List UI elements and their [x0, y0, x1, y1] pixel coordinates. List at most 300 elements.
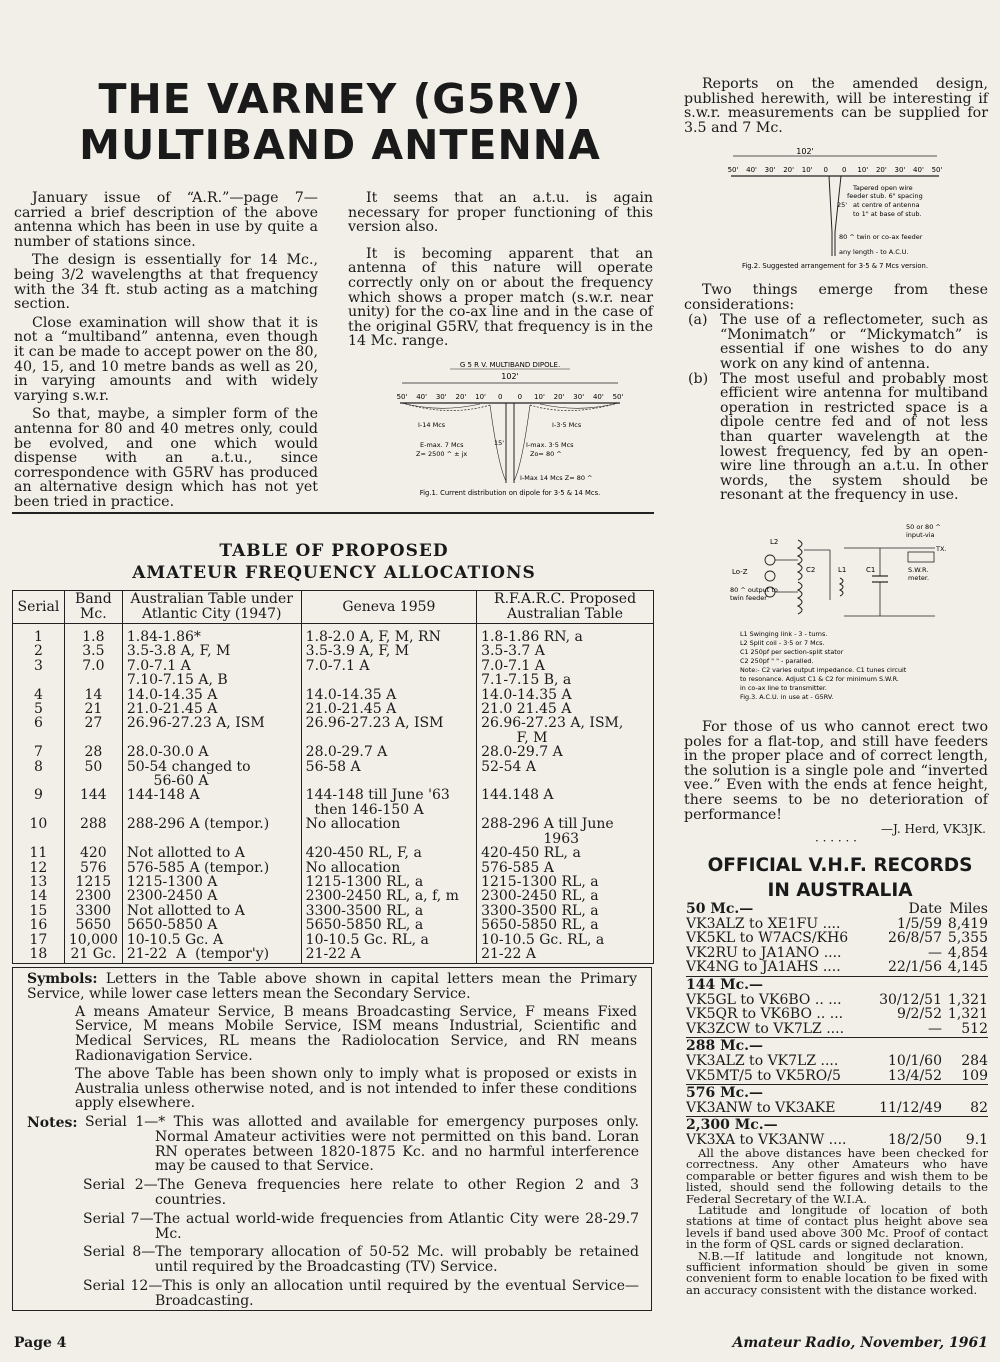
table-cell: 15 — [13, 904, 65, 918]
vhf-date: 10/1/60 — [888, 1052, 942, 1069]
vhf-miles: 5,355 — [947, 930, 988, 947]
fig1-current-curve-right — [530, 403, 618, 411]
vhf-date-header: Date — [908, 901, 942, 917]
vhf-title-line1: OFFICIAL V.H.F. RECORDS — [707, 855, 973, 876]
vhf-call: VK3XA to VK3ANW .... — [686, 1132, 847, 1148]
table-cell: 5650-5850 RL, a — [301, 918, 476, 932]
vhf-date: — — [928, 1020, 942, 1037]
vhf-records-title — [690, 853, 990, 903]
vhf-miles: 4,854 — [947, 944, 988, 961]
scale-label: 50' — [396, 393, 408, 401]
table-cell: 10-10.5 Gc. A — [122, 933, 301, 947]
notes-section — [27, 1115, 639, 1313]
table-cell: 4 — [13, 688, 65, 702]
table-cell: 288-296 A (tempor.) — [122, 817, 301, 846]
frequency-allocation-table — [12, 590, 654, 964]
article-title-line2: MULTIBAND ANTENNA — [79, 121, 601, 169]
scale-label: 10' — [534, 393, 545, 401]
table-header-row — [13, 591, 654, 624]
table-cell: 10 — [13, 817, 65, 846]
table-cell: 50-54 changed to 56-60 A — [122, 760, 301, 789]
fig1-span-label: 102' — [501, 372, 519, 381]
scale-label: 40' — [592, 393, 604, 401]
paragraph: Two things emerge from these considerations: — [684, 282, 988, 313]
scale-label: 50' — [612, 393, 624, 401]
fig3-note: C2 250pf " " - paralled. — [740, 657, 814, 665]
table-row — [13, 933, 654, 947]
vhf-band-row — [686, 978, 988, 993]
vhf-band-heading: 288 Mc.— — [686, 1039, 763, 1054]
table-cell: No allocation — [301, 861, 476, 875]
fig1-current-curve-right-2 — [540, 403, 618, 408]
symbols-notes-box — [12, 967, 652, 1311]
table-cell: 56-58 A — [301, 760, 476, 789]
table-cell: 5650-5850 RL, a — [477, 918, 654, 932]
paragraph: It seems that an a.t.u. is again necessary for proper functioning of this version also. — [348, 190, 653, 236]
table-cell: 14.0-14.35 A — [477, 688, 654, 702]
note-text: The actual world-wide frequencies from Atlantic City were 28-29.7 Mc. — [153, 1210, 639, 1242]
vhf-record-row — [686, 1069, 988, 1084]
note-text: This is only an allocation until required by the eventual Service—Broadcasting. — [155, 1277, 639, 1309]
vhf-band-heading: 144 Mc.— — [686, 977, 763, 993]
table-cell: 576-585 A (tempor.) — [122, 861, 301, 875]
table-cell: 144-148 A — [122, 788, 301, 817]
author-signature: —J. Herd, VK3JK. — [881, 822, 986, 837]
fig1-label-i14: I-14 Mcs — [418, 421, 446, 429]
fig3-note: in co-ax line to transmitter. — [740, 684, 827, 692]
table-cell: 21.0-21.45 A — [122, 702, 301, 716]
vhf-call: VK5GL to VK6BO .. ... — [686, 992, 842, 1008]
column-header: R.F.A.R.C. Proposed Australian Table — [477, 591, 654, 624]
table-cell: 1215 — [64, 875, 122, 889]
symbols-paragraph — [27, 972, 637, 1002]
fig1-heading: G 5 R V. MULTIBAND DIPOLE. — [459, 361, 561, 369]
publication-footer: Amateur Radio, November, 1961 — [732, 1335, 988, 1351]
vhf-date: 18/2/50 — [888, 1131, 942, 1148]
vhf-miles: 8,419 — [947, 915, 988, 932]
table-cell: 1.8 — [64, 624, 122, 645]
scale-label: 20' — [455, 393, 467, 401]
vhf-band-row — [686, 1118, 988, 1133]
table-row — [13, 904, 654, 918]
table-title-line2: AMATEUR FREQUENCY ALLOCATIONS — [132, 563, 536, 583]
fig3-l2-coil-bottom — [798, 582, 802, 614]
scale-label: 0 — [497, 393, 503, 401]
paragraph: The design is essentially for 14 Mc., being 3/2 wavelengths at that frequency with the 34 ft. stub acting as a matching section. — [14, 252, 318, 313]
table-cell: 1215-1300 RL, a — [301, 875, 476, 889]
scale-label: 0 — [823, 166, 828, 174]
fig2-span-label: 102' — [796, 147, 814, 156]
fig3-note: Note:- C2 varies output impedance. C1 tunes circuit — [740, 666, 907, 674]
scale-label: 50' — [931, 166, 943, 174]
vhf-date: 9/2/52 — [896, 1006, 942, 1023]
table-cell: 288 — [64, 817, 122, 846]
table-cell: 3.5-3.8 A, F, M — [122, 644, 301, 658]
fig1-label-zo: Zo= 80 ^ — [530, 450, 562, 458]
vhf-call: VK5KL to W7ACS/KH6 — [686, 931, 849, 946]
note-lead: Serial 8— — [83, 1244, 156, 1261]
fig3-note: to resonance. Adjust C1 & C2 for minimum S.W.R. — [740, 675, 899, 683]
table-cell: 144-148 till June '63 then 146-150 A — [301, 788, 476, 817]
table-row — [13, 624, 654, 645]
scale-label: 30' — [573, 393, 585, 401]
fig2-stub-left — [829, 176, 832, 232]
page-number: Page 4 — [14, 1335, 67, 1351]
scale-label: 20' — [553, 393, 565, 401]
fig3-input-label-2: input-via — [906, 531, 935, 539]
table-cell: 10,000 — [64, 933, 122, 947]
vhf-call: VK3ALZ to XE1FU .... — [686, 916, 841, 932]
fig3-l2-label: L2 — [770, 538, 779, 546]
table-cell: 21 — [64, 702, 122, 716]
fig3-meter-label: meter. — [908, 574, 930, 582]
scale-label: 50' — [727, 166, 739, 174]
note-text: The temporary allocation of 50-52 Mc. will probably be retained until required by the Broadcasting (TV) Service. — [155, 1244, 639, 1276]
vhf-divider — [686, 1084, 988, 1085]
fig2-feeder-label: 80 ^ twin or co-ax feeder — [839, 233, 923, 241]
section-rule — [12, 512, 654, 514]
table-cell: 5 — [13, 702, 65, 716]
figure-2-diagram — [705, 140, 965, 272]
fig3-ammeter-2 — [765, 571, 775, 581]
note-text: The Geneva frequencies here relate to other Region 2 and 3 countries. — [155, 1177, 640, 1208]
vhf-band-row — [686, 1039, 988, 1054]
scale-label: 10' — [801, 166, 813, 174]
table-cell: 576-585 A — [477, 861, 654, 875]
vhf-miles: 109 — [961, 1067, 988, 1084]
table-row — [13, 861, 654, 875]
note-lead: Serial 7— — [83, 1210, 154, 1227]
table-row — [13, 659, 654, 688]
table-cell: 420-450 RL, F, a — [301, 846, 476, 860]
table-cell: 11 — [13, 846, 65, 860]
vhf-call: VK3ALZ to VK7LZ .... — [686, 1053, 839, 1069]
table-cell: 12 — [13, 861, 65, 875]
vhf-date: 11/12/49 — [879, 1099, 942, 1116]
fig3-input-label: 50 or 80 ^ — [906, 523, 941, 531]
table-cell: 21-22 A — [477, 947, 654, 964]
table-row — [13, 702, 654, 716]
vhf-miles: 284 — [961, 1052, 988, 1069]
vhf-miles: 4,145 — [947, 959, 988, 976]
paragraph: Reports on the amended design, published herewith, will be interesting if s.w.r. measurements can be supplied for 3.5 and 7 Mc. — [684, 76, 988, 136]
fig3-output-label-2: twin feeder — [730, 594, 767, 602]
vhf-call: VK3ZCW to VK7LZ .... — [686, 1021, 845, 1037]
table-row — [13, 875, 654, 889]
paragraph: For those of us who cannot erect two poles for a flat-top, and still have feeders in the proper place and of correct length, the solution is a single pole and “inverted vee.” Even with the ends at fence height, there seems to be no deterioration of performance! — [684, 719, 988, 823]
paragraph: It is becoming apparent that an antenna of this nature will operate correctly only on or about the frequency which shows a proper match (s.w.r. near unity) for the co-ax line and in the case of the original G5RV, that frequency is in the 14 Mc. range. — [348, 245, 653, 350]
table-cell: 3.5-3.7 A — [477, 644, 654, 658]
note-item — [83, 1178, 639, 1208]
table-cell: 1.84-1.86* — [122, 624, 301, 645]
table-cell: 14.0-14.35 A — [122, 688, 301, 702]
fig3-notes — [740, 630, 907, 701]
vhf-divider — [686, 976, 988, 977]
fig1-label-emax: E-max. 7 Mcs — [420, 441, 464, 449]
vhf-record-row — [686, 1054, 988, 1069]
table-cell: 14 — [13, 889, 65, 903]
vhf-band-row — [686, 1086, 988, 1101]
vhf-miles: 1,321 — [947, 991, 988, 1008]
table-cell: 21-22 A — [301, 947, 476, 964]
vhf-record-row — [686, 946, 988, 961]
table-row — [13, 889, 654, 903]
fig1-current-curve-left-2 — [402, 403, 480, 408]
fig2-len-label: 25' — [837, 201, 848, 209]
table-row — [13, 947, 654, 964]
table-cell: 2300 — [64, 889, 122, 903]
table-cell: 1.8-1.86 RN, a — [477, 624, 654, 645]
table-cell: 52-54 A — [477, 760, 654, 789]
table-cell: 420 — [64, 846, 122, 860]
fig3-caption: Fig.3. A.C.U. in use at - G5RV. — [740, 693, 834, 701]
table-cell: Not allotted to A — [122, 846, 301, 860]
vhf-records-list — [686, 902, 988, 1148]
vhf-miles: 82 — [970, 1099, 988, 1116]
fig1-scale — [397, 393, 624, 401]
vhf-date: 30/12/51 — [879, 991, 942, 1008]
table-cell: 3 — [13, 659, 65, 688]
table-cell: 28.0-29.7 A — [477, 745, 654, 759]
column-header: Australian Table under Atlantic City (1947) — [122, 591, 301, 624]
table-cell: 28.0-30.0 A — [122, 745, 301, 759]
fig1-label-z1: Z= 2500 ^ ± jx — [416, 450, 468, 458]
table-cell: 21 Gc. — [64, 947, 122, 964]
table-title-line1: TABLE OF PROPOSED — [219, 541, 449, 561]
vhf-date: 22/1/56 — [888, 959, 942, 976]
table-cell: 3.5 — [64, 644, 122, 658]
fig1-label-imax14: I-Max 14 Mcs Z= 80 ^ — [520, 474, 593, 482]
fig3-l1-label: L1 — [838, 566, 847, 574]
table-cell: 10-10.5 Gc. RL, a — [301, 933, 476, 947]
article-column-2 — [348, 191, 653, 353]
vhf-footnotes — [686, 1148, 988, 1296]
table-cell: 3300-3500 RL, a — [477, 904, 654, 918]
scale-label: 10' — [857, 166, 869, 174]
vhf-call: VK5QR to VK6BO .. ... — [686, 1007, 844, 1022]
note-item — [83, 1245, 639, 1275]
table-cell: 13 — [13, 875, 65, 889]
fig3-note: L2 Split coil - 3·5 or 7 Mcs. — [740, 639, 825, 647]
table-cell: 1215-1300 RL, a — [477, 875, 654, 889]
symbols-paragraph: The above Table has been shown only to imply what is proposed or exists in Australia unless otherwise noted, and is not intended to infer these conditions apply elsewhere. — [75, 1065, 637, 1112]
fig3-swr-meter-box — [908, 552, 934, 562]
scale-label: 30' — [764, 166, 776, 174]
fig3-output-label: 80 ^ output to — [730, 586, 778, 594]
table-cell: 288-296 A till June 1963 — [477, 817, 654, 846]
table-cell: 2300-2450 A — [122, 889, 301, 903]
table-cell: 21.0-21.45 A — [301, 702, 476, 716]
fig3-note: C1 250pf per section-split stator — [740, 648, 844, 656]
table-cell: 28 — [64, 745, 122, 759]
fig2-scale — [728, 166, 943, 174]
note-item — [83, 1212, 639, 1242]
vhf-call: VK3ANW to VK3AKE — [686, 1100, 836, 1116]
fig3-l1-coil — [840, 578, 843, 596]
list-text: The use of a reflectometer, such as “Monimatch” or “Mickymatch” is essential if one wishes to do any work on any kind of antenna. — [720, 312, 988, 372]
table-cell: 1215-1300 A — [122, 875, 301, 889]
fig2-stub-label-3: at centre of antenna — [853, 201, 920, 209]
vhf-footnote: All the above distances have been checked for correctness. Any other Amateurs who have comparable or better figures and wish them to be listed, should send the following details to the Federal Secretary of the W.I.A. — [686, 1146, 988, 1206]
table-cell: 8 — [13, 760, 65, 789]
symbols-label: Symbols: — [27, 971, 98, 987]
vhf-miles: 512 — [961, 1020, 988, 1037]
vhf-date: 26/8/57 — [888, 930, 942, 947]
list-marker: (a) — [688, 312, 708, 329]
table-cell: 2300-2450 RL, a — [477, 889, 654, 903]
table-cell: 10-10.5 Gc. RL, a — [477, 933, 654, 947]
vhf-miles-header: Miles — [949, 901, 988, 917]
figure-3-acu-circuit — [730, 520, 992, 710]
scale-label: 0 — [842, 166, 847, 174]
table-cell: 28.0-29.7 A — [301, 745, 476, 759]
vhf-divider — [686, 1116, 988, 1117]
vhf-record-row — [686, 917, 988, 932]
note-lead: Serial 2— — [83, 1177, 158, 1194]
vhf-header-row — [686, 902, 988, 917]
fig1-label-15: 15' — [494, 439, 505, 447]
fig1-current-curve-left — [402, 403, 490, 411]
table-cell: 14.0-14.35 A — [301, 688, 476, 702]
scale-label: 30' — [894, 166, 906, 174]
table-cell: 3.5-3.9 A, F, M — [301, 644, 476, 658]
article-title-line1: THE VARNEY (G5RV) — [98, 75, 582, 123]
fig3-note: L1 Swinging link - 3 - turns. — [740, 630, 828, 638]
fig2-stub-label-4: to 1" at base of stub. — [853, 210, 922, 218]
scale-label: 40' — [746, 166, 757, 174]
table-cell: 144.148 A — [477, 788, 654, 817]
vhf-rows — [686, 917, 988, 1148]
table-cell: 7.0-7.1 A 7.1-7.15 B, a — [477, 659, 654, 688]
table-row — [13, 688, 654, 702]
notes-label: Notes: — [27, 1115, 78, 1131]
fig3-l2-coil-top — [798, 540, 802, 580]
paragraph: Close examination will show that it is not a “multiband” antenna, even though it can be made to accept power on the 80, 40, 15, and 10 metre bands as well as 20, in varying amounts and with widely varying s.w.r. — [14, 314, 318, 404]
table-cell: 5650-5850 A — [122, 918, 301, 932]
scale-label: 40' — [416, 393, 428, 401]
fig2-stub-label-2: feeder stub. 6" spacing — [847, 192, 923, 200]
symbols-text: Letters in the Table above shown in capital letters mean the Primary Service, while lower case letters mean the Secondary Service. — [27, 971, 637, 1002]
fig1-label-imax35: I-max. 3·5 Mcs — [526, 441, 574, 449]
fig3-swr-label: S.W.R. — [908, 566, 929, 574]
table-cell: 2 — [13, 644, 65, 658]
table-cell: 14 — [64, 688, 122, 702]
vhf-band-heading: 50 Mc.— — [686, 902, 754, 917]
table-cell: 16 — [13, 918, 65, 932]
table-body — [13, 624, 654, 964]
fig2-acu-label: any length - to A.C.U. — [839, 248, 909, 256]
table-cell: 21-22 A (tempor'y) — [122, 947, 301, 964]
symbols-paragraph: A means Amateur Service, B means Broadcasting Service, F means Fixed Service, M means Mobile Service, ISM means Industrial, Scientific and Medical Services, RL means the Radiolocation Service, and RN means Radionavigation Service. — [75, 1003, 637, 1064]
table-row — [13, 788, 654, 817]
table-cell: 26.96-27.23 A, ISM, F, M — [477, 716, 654, 745]
section-divider: · · · · · · — [815, 834, 857, 849]
vhf-record-row — [686, 993, 988, 1008]
table-row — [13, 760, 654, 789]
list-text: The most useful and probably most efficient wire antenna for multiband operation in restricted space is a dipole centre fed and of not less than quarter wavelength at the lowest frequency, fed by an open-wire line through an a.t.u. In other words, the system should be resonant at the frequency in use. — [720, 370, 988, 504]
vhf-record-row — [686, 960, 988, 975]
vhf-record-row — [686, 1007, 988, 1022]
table-cell: 2300-2450 RL, a, f, m — [301, 889, 476, 903]
table-cell: 5650 — [64, 918, 122, 932]
fig3-ammeter-1 — [765, 555, 775, 565]
considerations-section — [684, 283, 988, 503]
table-cell: 3300 — [64, 904, 122, 918]
symbols-section — [27, 972, 637, 1114]
scale-label: 30' — [435, 393, 447, 401]
column-header: Band Mc. — [64, 591, 122, 624]
scale-label: 10' — [475, 393, 486, 401]
paragraph: So that, maybe, a simpler form of the antenna for 80 and 40 metres only, could be evolved, and one which would dispense with an a.t.u., since correspondence with G5RV has produced an alternative design which has not yet been tried in practice. — [14, 406, 318, 510]
vhf-call: VK4NG to JA1AHS .... — [686, 960, 841, 975]
table-row — [13, 817, 654, 846]
note-item — [83, 1279, 639, 1309]
table-cell: 1.8-2.0 A, F, M, RN — [301, 624, 476, 645]
note-text: * This was allotted and available for emergency purposes only. Normal Amateur activities were not permitted on this band. Loran RN operates between 1820-1875 Kc. and no harmful interference may be caused to that Service. — [155, 1114, 639, 1175]
vhf-record-row — [686, 931, 988, 946]
article-column-1 — [14, 191, 318, 513]
vhf-band-heading: 2,300 Mc.— — [686, 1118, 778, 1133]
table-cell: 50 — [64, 760, 122, 789]
table-title — [14, 540, 654, 584]
table-cell: 17 — [13, 933, 65, 947]
vhf-band-heading: 576 Mc.— — [686, 1086, 763, 1101]
table-cell: 27 — [64, 716, 122, 745]
vhf-date: 1/5/59 — [896, 915, 942, 932]
figure-1-dipole-diagram — [380, 355, 640, 500]
scale-label: 0 — [517, 393, 523, 401]
column-header: Geneva 1959 — [301, 591, 476, 624]
table-cell: 26.96-27.23 A, ISM — [122, 716, 301, 745]
table-cell: 420-450 RL, a — [477, 846, 654, 860]
fig1-label-i35: I-3·5 Mcs — [552, 421, 582, 429]
vhf-title-line2: IN AUSTRALIA — [767, 880, 913, 901]
list-marker: (b) — [688, 370, 709, 387]
table-cell: 7.0-7.1 A 7.10-7.15 A, B — [122, 659, 301, 688]
fig3-c2-label: C2 — [806, 566, 816, 574]
vhf-call: VK2RU to JA1ANO .... — [686, 945, 842, 961]
table-cell: 144 — [64, 788, 122, 817]
table-cell: 576 — [64, 861, 122, 875]
vhf-miles: 1,321 — [947, 1006, 988, 1023]
vhf-footnote: N.B.—If latitude and longitude not known, sufficient information should be given in some convenient form to enable location to be fixed with an accuracy consistent with the distance worked. — [686, 1248, 988, 1297]
article-title — [60, 76, 620, 168]
table-row — [13, 918, 654, 932]
fig2-caption: Fig.2. Suggested arrangement for 3·5 & 7 Mcs version. — [741, 262, 929, 270]
vhf-divider — [686, 1037, 988, 1038]
table-cell: 7.0-7.1 A — [301, 659, 476, 688]
table-row — [13, 644, 654, 658]
fig3-c1-label: C1 — [866, 566, 876, 574]
scale-label: 20' — [875, 166, 887, 174]
table-cell: 7.0 — [64, 659, 122, 688]
table-row — [13, 745, 654, 759]
vhf-date: 13/4/52 — [888, 1067, 942, 1084]
fig2-stub-label-1: Tapered open wire — [853, 184, 913, 192]
vhf-record-row — [686, 1101, 988, 1116]
scale-label: 20' — [783, 166, 795, 174]
note-lead: Serial 1— — [85, 1114, 159, 1130]
fig3-loz-label: Lo-Z — [732, 568, 748, 576]
closing-section — [684, 719, 988, 849]
vhf-call: VK5MT/5 to VK5RO/5 — [686, 1068, 841, 1084]
table-cell: No allocation — [301, 817, 476, 846]
note-item — [27, 1115, 639, 1178]
paragraph: January issue of “A.R.”—page 7—carried a brief description of the above antenna which has been in use by quite a number of stations since. — [14, 190, 318, 250]
list-item — [684, 372, 988, 503]
table-cell: 9 — [13, 788, 65, 817]
table-row — [13, 716, 654, 745]
